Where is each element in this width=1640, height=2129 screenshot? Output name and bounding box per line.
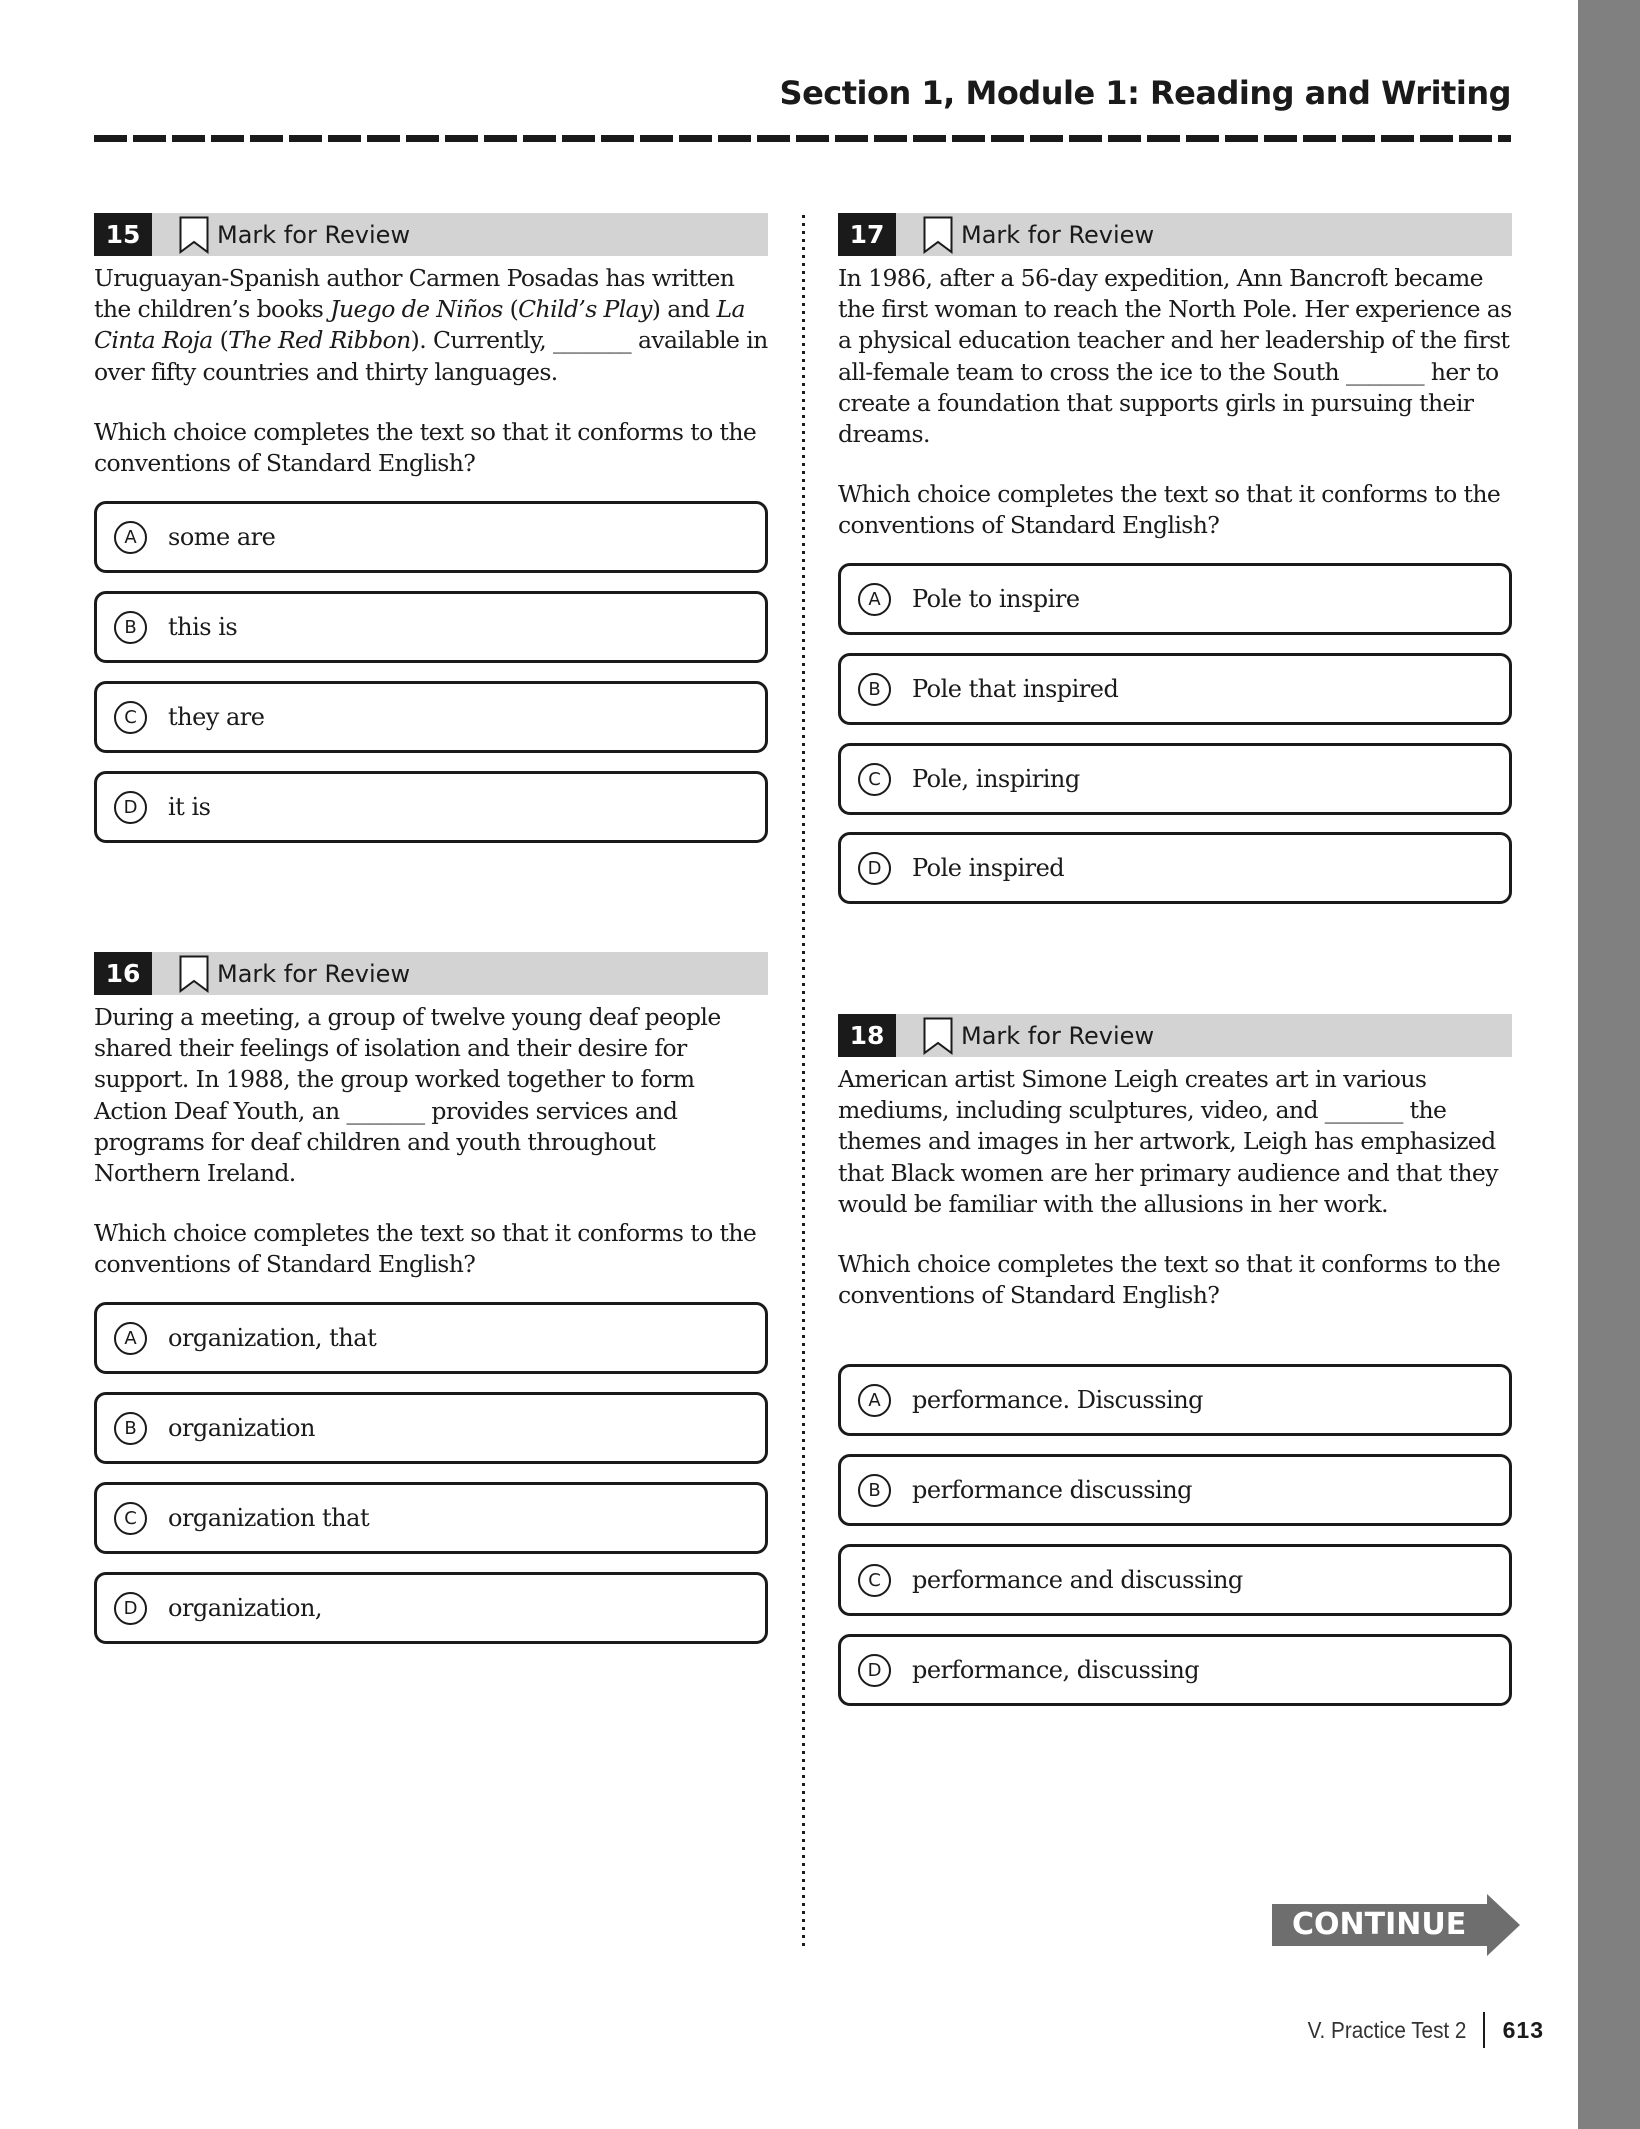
- question-passage: Uruguayan-Spanish author Carmen Posadas has written the children’s books Juego de Niños (Child’s Play) and La Cinta Roja (The Red Ribbon). Currently, _______ available in over fifty countries and thirty languages.: [94, 264, 768, 386]
- option-text: this is: [168, 613, 238, 641]
- mark-for-review-button[interactable]: Mark for Review: [217, 220, 411, 249]
- option-d[interactable]: [838, 832, 1512, 904]
- option-letter-a: A: [858, 583, 891, 616]
- option-a[interactable]: [838, 1364, 1512, 1436]
- option-c[interactable]: [838, 1544, 1512, 1616]
- option-text: organization, that: [168, 1324, 377, 1352]
- option-letter-c: C: [114, 701, 147, 734]
- question-header-bar: [94, 952, 768, 995]
- option-letter-c: C: [858, 763, 891, 796]
- option-letter-c: C: [858, 1564, 891, 1597]
- section-title: Section 1, Module 1: Reading and Writing: [779, 74, 1511, 112]
- option-letter-d: D: [114, 791, 147, 824]
- option-letter-d: D: [858, 1654, 891, 1687]
- option-c[interactable]: [94, 681, 768, 753]
- option-text: they are: [168, 703, 265, 731]
- question-prompt: Which choice completes the text so that it conforms to the conventions of Standard English?: [94, 417, 757, 478]
- question-number: 15: [94, 213, 152, 256]
- option-b[interactable]: [94, 1392, 768, 1464]
- question-header-bar: [838, 213, 1512, 256]
- option-a[interactable]: [94, 1302, 768, 1374]
- question-18: [838, 1014, 1512, 1684]
- page-footer: [1290, 2010, 1544, 2050]
- option-c[interactable]: [94, 1482, 768, 1554]
- footer-separator: [1483, 2012, 1485, 2048]
- page-edge-strip: [1578, 0, 1640, 2129]
- option-letter-a: A: [114, 1322, 147, 1355]
- bookmark-icon[interactable]: [923, 216, 953, 254]
- question-number: 17: [838, 213, 896, 256]
- question-17: [838, 213, 1512, 882]
- option-text: organization: [168, 1414, 315, 1442]
- option-b[interactable]: [838, 1454, 1512, 1526]
- option-text: Pole that inspired: [912, 675, 1119, 703]
- option-letter-b: B: [114, 611, 147, 644]
- option-a[interactable]: [94, 501, 768, 573]
- option-text: organization that: [168, 1504, 370, 1532]
- question-prompt: Which choice completes the text so that it conforms to the conventions of Standard English?: [838, 480, 1501, 540]
- continue-label: CONTINUE: [1292, 1907, 1467, 1942]
- option-a[interactable]: [838, 563, 1512, 635]
- bookmark-icon[interactable]: [923, 1017, 953, 1055]
- option-text: performance, discussing: [912, 1656, 1200, 1684]
- footer-section-label: V. Practice Test 2: [1307, 2016, 1467, 2043]
- question-16: [94, 952, 768, 1622]
- question-prompt: Which choice completes the text so that it conforms to the conventions of Standard English?: [838, 1250, 1501, 1310]
- option-text: it is: [168, 793, 211, 821]
- option-c[interactable]: [838, 743, 1512, 815]
- question-passage: During a meeting, a group of twelve young deaf people shared their feelings of isolation and their desire for support. In 1988, the group worked together to form Action Deaf Youth, an _______ provides services and programs for deaf children and youth throughout Northern Ireland.: [94, 1003, 721, 1188]
- option-b[interactable]: [94, 591, 768, 663]
- question-prompt: Which choice completes the text so that it conforms to the conventions of Standard English?: [94, 1219, 757, 1279]
- option-d[interactable]: [94, 771, 768, 843]
- option-d[interactable]: [94, 1572, 768, 1644]
- mark-for-review-button[interactable]: Mark for Review: [961, 220, 1155, 249]
- option-text: organization,: [168, 1594, 323, 1622]
- option-letter-c: C: [114, 1502, 147, 1535]
- option-b[interactable]: [838, 653, 1512, 725]
- column-divider: [802, 215, 805, 1950]
- option-text: performance and discussing: [912, 1566, 1243, 1594]
- question-passage: American artist Simone Leigh creates art in various mediums, including sculptures, video, and _______ the themes and images in her artwork, Leigh has emphasized that Black women are her primary audience and that they would be familiar with the allusions in her work.: [838, 1065, 1498, 1218]
- page-number: 613: [1502, 2016, 1544, 2043]
- option-text: performance. Discussing: [912, 1386, 1204, 1414]
- header-dash-rule: [94, 135, 1511, 142]
- option-d[interactable]: [838, 1634, 1512, 1706]
- mark-for-review-button[interactable]: Mark for Review: [961, 1021, 1155, 1050]
- question-number: 16: [94, 952, 152, 995]
- option-letter-b: B: [114, 1412, 147, 1445]
- question-passage: In 1986, after a 56-day expedition, Ann Bancroft became the first woman to reach the North Pole. Her experience as a physical education teacher and her leadership of the first all-female team to cross the ice to the South _______ her to create a foundation that supports girls in pursuing their dreams.: [838, 264, 1512, 449]
- option-letter-d: D: [114, 1592, 147, 1625]
- option-text: Pole, inspiring: [912, 765, 1080, 793]
- question-header-bar: [838, 1014, 1512, 1057]
- mark-for-review-button[interactable]: Mark for Review: [217, 959, 411, 988]
- option-letter-d: D: [858, 852, 891, 885]
- option-text: performance discussing: [912, 1476, 1193, 1504]
- option-text: some are: [168, 523, 276, 551]
- question-15: [94, 213, 768, 821]
- bookmark-icon[interactable]: [179, 216, 209, 254]
- question-number: 18: [838, 1014, 896, 1057]
- question-header-bar: [94, 213, 768, 256]
- bookmark-icon[interactable]: [179, 955, 209, 993]
- option-letter-a: A: [114, 521, 147, 554]
- option-text: Pole to inspire: [912, 585, 1080, 613]
- option-letter-b: B: [858, 1474, 891, 1507]
- option-text: Pole inspired: [912, 854, 1065, 882]
- option-letter-a: A: [858, 1384, 891, 1417]
- continue-button[interactable]: [1272, 1894, 1520, 1956]
- option-letter-b: B: [858, 673, 891, 706]
